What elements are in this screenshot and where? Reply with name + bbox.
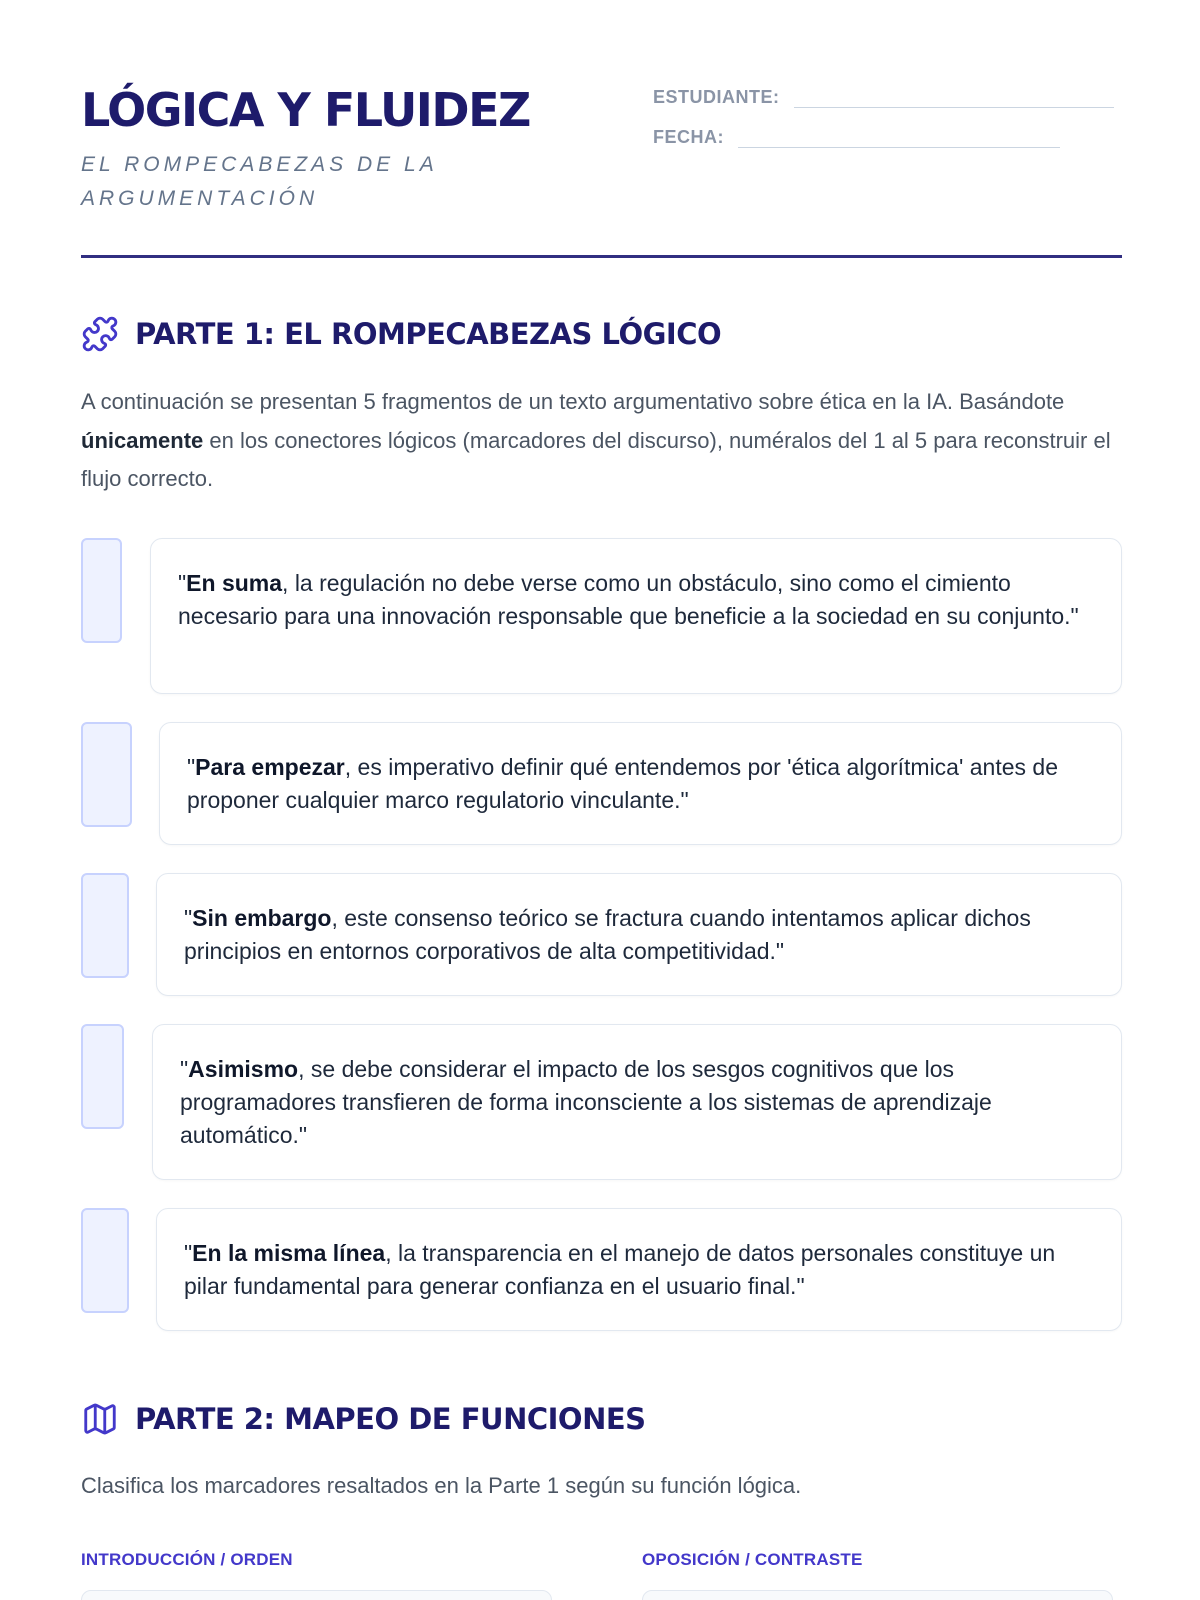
category-box-contrast[interactable] [642,1590,1113,1600]
page-subtitle: EL ROMPECABEZAS DE LA ARGUMENTACIÓN [81,153,437,210]
fragment-text [184,1237,1091,1303]
connector-highlight: Sin embargo [192,905,332,931]
connector-highlight: En la misma línea [192,1240,386,1266]
category-label-contrast: OPOSICIÓN / CONTRASTE [642,1550,863,1569]
fragment-card-3 [156,873,1122,996]
part1-intro-before: A continuación se presentan 5 fragmentos de un texto argumentativo sobre ética en la IA. Basándote [81,389,1065,414]
quote-open: " [184,1240,193,1266]
connector-highlight: En suma [186,570,283,596]
fragment-body: , este consenso teórico se fractura cuando intentamos aplicar dichos principios en entornos corporativos de alta competitividad." [184,905,1031,964]
part1-intro-bold: únicamente [81,427,204,453]
date-input-line[interactable] [738,132,1060,148]
part1-heading [81,315,721,353]
puzzle-icon [81,315,119,353]
fragment-text [184,902,1091,968]
fragment-body: , es imperativo definir qué entendemos por 'ética algorítmica' antes de proponer cualquier marco regulatorio vinculante." [187,754,1058,813]
quote-open: " [187,754,196,780]
order-slot-5[interactable] [81,1208,129,1313]
student-input-line[interactable] [794,92,1114,108]
fragment-text [180,1053,1091,1152]
fragment-text [178,567,1091,633]
part2-instructions: Clasifica los marcadores resaltados en la Parte 1 según su función lógica. [81,1473,802,1498]
fragment-card-1 [150,538,1122,694]
part2-title: PARTE 2: MAPEO DE FUNCIONES [135,1402,646,1436]
connector-highlight: Para empezar [195,754,345,780]
fragment-body: , la transparencia en el manejo de datos personales constituye un pilar fundamental para generar confianza en el usuario final." [184,1240,1056,1299]
worksheet-header [81,0,1122,258]
order-slot-1[interactable] [81,538,122,643]
part1-intro-after: en los conectores lógicos (marcadores del discurso), numéralos del 1 al 5 para reconstruir el flujo correcto. [81,427,1111,491]
quote-open: " [180,1056,189,1082]
part1-title: PARTE 1: EL ROMPECABEZAS LÓGICO [135,317,722,351]
fragment-body: , la regulación no debe verse como un obstáculo, sino como el cimiento necesario para una innovación responsable que beneficie a la sociedad en su conjunto." [178,570,1079,629]
fragment-card-4 [152,1024,1122,1180]
quote-open: " [178,570,187,596]
connector-highlight: Asimismo [188,1056,299,1082]
page-title: LÓGICA Y FLUIDEZ [81,83,530,137]
fragment-card-5 [156,1208,1122,1331]
quote-open: " [184,905,193,931]
fragment-card-2 [159,722,1122,845]
worksheet-page [81,0,1122,1600]
date-field[interactable] [653,126,1060,148]
part2-heading [81,1400,646,1438]
fragment-body: , se debe considerar el impacto de los sesgos cognitivos que los programadores transfieren de forma inconsciente a los sistemas de aprendizaje automático." [180,1056,992,1148]
part1-instructions [81,383,1122,499]
student-label: ESTUDIANTE: [653,87,780,107]
order-slot-4[interactable] [81,1024,124,1129]
date-label: FECHA: [653,127,724,147]
category-box-intro[interactable] [81,1590,552,1600]
order-slot-2[interactable] [81,722,132,827]
map-icon [81,1400,119,1438]
student-field[interactable] [653,86,1114,108]
fragment-text [187,751,1091,817]
category-label-intro: INTRODUCCIÓN / ORDEN [81,1550,293,1569]
order-slot-3[interactable] [81,873,129,978]
